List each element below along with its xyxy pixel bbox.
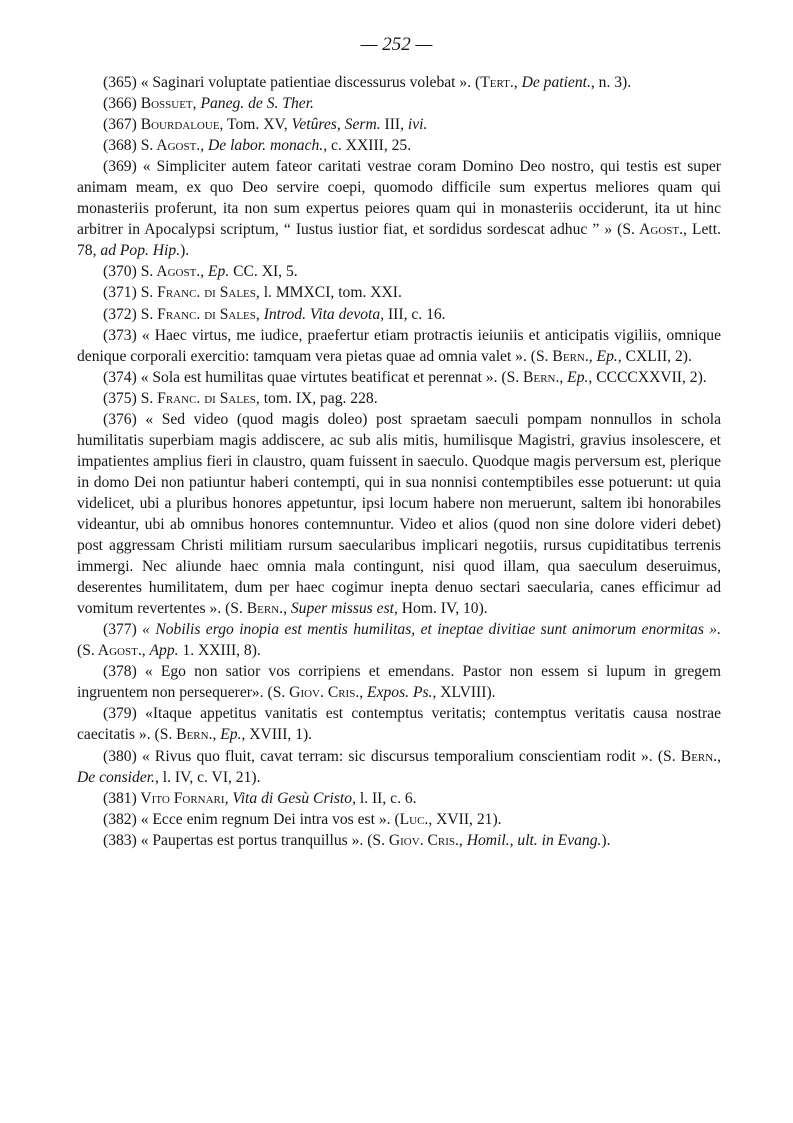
endnote-text: S. Agost., De labor. monach., c. XXIII, 25. [140, 137, 412, 155]
endnote-text: « Sed video (quod magis doleo) post spraetam saeculi pompam nonnullos in schola humilitatis superbiam magis addiscere, ac sub alis mitis, humilisque Magistri, gravius insolescere, et impatientes amplius fieri in claustro, quam fuissent in saeculo. Quodque magis perversum est, plerique in domo Dei non patiuntur haberi contempti, qui in sua nonnisi contemptibiles esse potuerunt: ut quia videlicet, ubi a pluribus honores appetuntur, ipsi locum habere non meruerunt, saltem ibi honorabiles videantur, ubi ab omnibus honores contemnuntur. Video et alios (quod non sine dolore videri debet) post aggressam Christi militiam rursum saecularibus implicari negotiis, rursus cupiditatibus terrenis immergi. Nec aliunde haec omnia mala contingunt, nisi quod illam, qua saeculum deseruimus, deserentes humilitatem, dum per haec cogimur inepta denuo sectari saecularia, canes efficimur ad vomitum revertentes ». (S. Bern., Super missus est, Hom. IV, 10). [77, 410, 721, 618]
endnote [77, 746, 721, 788]
endnote [77, 388, 721, 409]
endnote [77, 282, 721, 303]
endnote [77, 830, 721, 851]
endnote-text: « Ecce enim regnum Dei intra vos est ». (Luc., XVII, 21). [140, 810, 502, 828]
endnote-text: « Saginari voluptate patientiae discessurus volebat ». (Tert., De patient., n. 3). [140, 74, 632, 91]
endnote-text: «Itaque appetitus vanitatis est contemptus veritatis; contemptus veritatis causa nostrae caecitatis ». (S. Bern., Ep., XVIII, 1). [77, 705, 721, 744]
endnote [77, 114, 721, 135]
endnote-text: S. Franc. di Sales, Introd. Vita devota, III, c. 16. [140, 305, 446, 323]
endnote-text: S. Franc. di Sales, l. MMXCI, tom. XXI. [140, 284, 402, 302]
endnote-text: S. Agost., Ep. CC. XI, 5. [140, 263, 298, 281]
endnote [77, 409, 721, 619]
endnote-number: (381) [103, 789, 137, 807]
endnote-number: (378) [103, 663, 137, 681]
endnote [77, 619, 721, 661]
endnote-number: (374) [103, 368, 137, 386]
endnote-text: Bossuet, Paneg. de S. Ther. [140, 95, 314, 113]
endnote-number: (370) [103, 263, 137, 281]
endnote [77, 809, 721, 830]
endnote-number: (368) [103, 137, 137, 155]
endnote-number: (383) [103, 831, 137, 849]
endnote [77, 93, 721, 114]
endnote [77, 661, 721, 703]
endnote-number: (365) [103, 74, 137, 91]
endnote-number: (377) [103, 621, 137, 639]
endnote-text: S. Franc. di Sales, tom. IX, pag. 228. [140, 389, 378, 407]
endnote-number: (382) [103, 810, 137, 828]
endnote-text: « Paupertas est portus tranquillus ». (S. Giov. Cris., Homil., ult. in Evang.). [140, 831, 611, 849]
endnote-text: Vito Fornari, Vita di Gesù Cristo, l. II, c. 6. [140, 789, 417, 807]
endnote [77, 135, 721, 156]
endnote [77, 261, 721, 282]
endnote [77, 156, 721, 261]
endnote-number: (369) [103, 158, 137, 176]
endnote [77, 72, 721, 93]
endnote-text: « Haec virtus, me iudice, praefertur etiam protractis ieiuniis et anticipatis vigiliis, omnique denique corporali exercitio: tamquam vera pietas quae ad omnia valet ». (S. Bern., Ep., CXLII, 2). [77, 326, 721, 365]
endnote-text: « Simpliciter autem fateor caritati vestrae coram Domino Deo nostro, qui testis est super animam meam, ex quo Deo servire coepi, quomodo difficile sum expertus meliores quam qui monasteriis proferunt, ita non sum expertus peiores quam qui in monasteriis occiderunt, ita ut hinc arbitrer in Apocalypsi scriptum, “ Iustus iustior fiat, et sordidus sordescat adhuc ” » (S. Agost., Lett. 78, ad Pop. Hip.). [77, 158, 721, 260]
endnote-text: « Sola est humilitas quae virtutes beatificat et perennat ». (S. Bern., Ep., CCCCXXVII, 2). [140, 368, 707, 386]
endnote [77, 788, 721, 809]
endnote-number: (379) [103, 705, 137, 723]
endnote-text: « Rivus quo fluit, cavat terram: sic discursus temporalium conscientiam rodit ». (S. Bern., De consider., l. IV, c. VI, 21). [77, 747, 721, 786]
endnote-number: (367) [103, 116, 137, 134]
endnote-number: (371) [103, 284, 137, 302]
endnote-number: (366) [103, 95, 137, 113]
endnote [77, 325, 721, 367]
endnote-number: (372) [103, 305, 137, 323]
endnote-number: (373) [103, 326, 137, 344]
endnote-text: « Ego non satior vos corripiens et emendans. Pastor non essem si lupum in gregem ingruentem non persequerer». (S. Giov. Cris., Expos. Ps., XLVIII). [77, 663, 721, 702]
endnote-number: (375) [103, 389, 137, 407]
endnote-text: Bourdaloue, Tom. XV, Vetûres, Serm. III, ivi. [140, 116, 428, 134]
endnote-number: (380) [103, 747, 137, 765]
endnote [77, 703, 721, 745]
endnote [77, 367, 721, 388]
endnote [77, 304, 721, 325]
page-number: — 252 — [360, 34, 433, 55]
endnotes-list [77, 72, 721, 851]
endnote-number: (376) [103, 410, 137, 428]
endnote-text: « Nobilis ergo inopia est mentis humilitas, et ineptae divitiae sunt animorum enormitas ». (S. Agost., App. 1. XXIII, 8). [77, 621, 721, 660]
